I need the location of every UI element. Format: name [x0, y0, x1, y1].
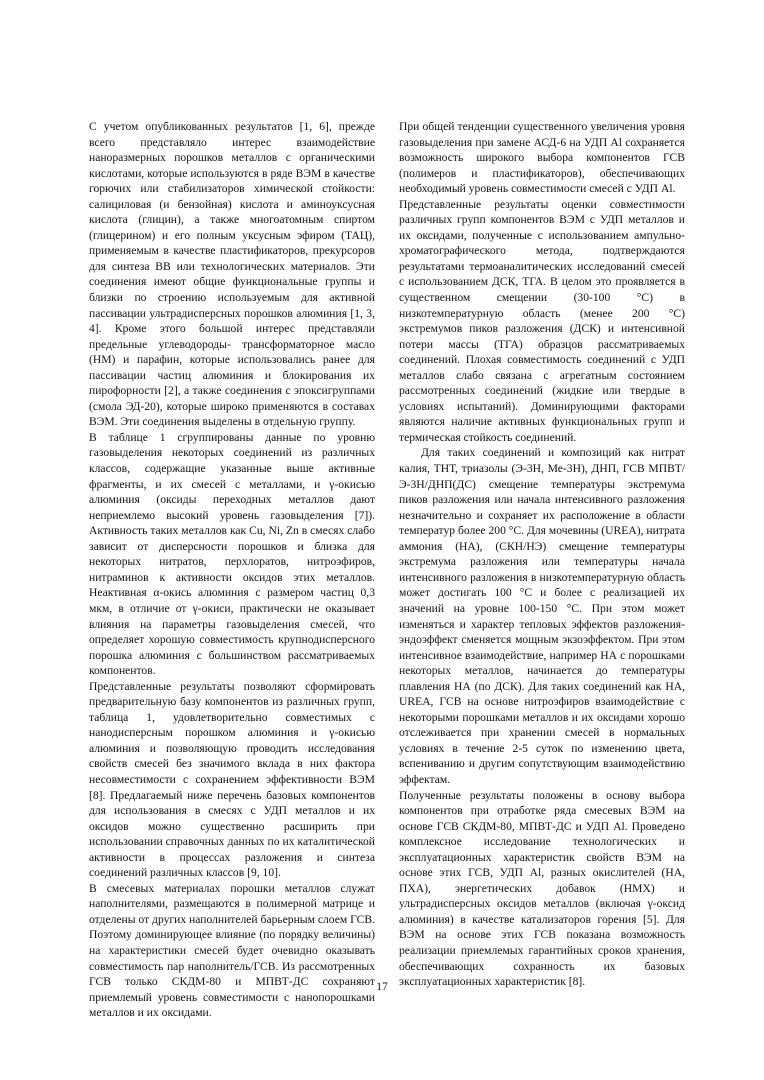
paragraph-left-4: В смесевых материалах порошки металлов служат наполнителями, размещаются в полимерной матрице и отделены от других наполнителей барьерным слоем ГСВ. Поэтому доминирующее влияние (по порядку величины) на характеристики смесей будет очевидно оказывать совместимость пар наполнитель/ГСВ. Из рассмотренных ГСВ только СКДМ-80 и МПВТ-ДС сохраняют приемлемый уровень совместимости с нанопорошками металлов и их оксидами. — [89, 881, 375, 1020]
paragraph-right-3: Для таких соединений и композиций как нитрат калия, ТНТ, триазолы (Э-3Н, Ме-3Н), ДНП, ГСВ МПВТ/Э-3Н/ДНП(ДС) смещение температуры экстремума пиков разложения или начала интенсивного разложения незначительно и сохраняет их расположение в области температур более 200 °С. Для мочевины (UREA), нитрата аммония (НА), (СКН/НЭ) смещение температуры экстремума разложения или температуры начала интенсивного разложения в низкотемпературную область может достигать 100 °С и более с реализацией их значений на уровне 100-150 °С. При этом может изменяться и характер тепловых эффектов разложения- эндоэффект сменяется мощным экзоэффектом. При этом интенсивное взаимодействие, например НА с порошками некоторых металлов, начинается до температуры плавления НА (по ДСК). Для таких соединений как НА, UREA, ГСВ на основе нитроэфиров взаимодействие с некоторыми порошками металлов и их оксидами хорошо отслеживается при хранении смесей в нормальных условиях в течение 2-5 суток по изменению цвета, вспениванию и другим сопутствующим взаимодействию эффектам. — [399, 446, 685, 786]
left-column — [89, 119, 375, 1021]
paragraph-right-1: При общей тенденции существенного увеличения уровня газовыделения при замене АСД-6 на УДП Al сохраняется возможность широкого выбора компонентов ГСВ (полимеров и пластификаторов), обеспечивающих необходимый уровень совместимости смесей с УДП Al. — [399, 120, 685, 196]
right-column — [399, 119, 685, 990]
paragraph-left-2: В таблице 1 сгруппированы данные по уровню газовыделения некоторых соединений из различных классов, содержащие указанные выше активные фрагменты, и их смесей с металлами, и γ-окисью алюминия (оксиды переходных металлов дают неприемлемо высокий уровень газовыделения [7]). Активность таких металлов как Cu, Ni, Zn в смесях слабо зависит от дисперсности порошков и близка для некоторых нитратов, перхлоратов, нитроэфиров, нитраминов к активности оксидов этих металлов. Неактивная α-окись алюминия с размером частиц 0,3 мкм, в отличие от γ-окиси, практически не оказывает влияния на параметры газовыделения смесей, что определяет хорошую совместимость крупнодисперсного порошка алюминия с большинством рассматриваемых компонентов. — [89, 430, 375, 678]
paragraph-left-1: С учетом опубликованных результатов [1, 6], прежде всего представляло интерес взаимодействие наноразмерных порошков металлов с органическими кислотами, которые используются в ряде ВЭМ в качестве горючих или стабилизаторов химической стойкости: салициловая (и бензойная) кислота и аминоуксусная кислота (глицин), а также многоатомным спиртом (глицерином) и его полным уксусным эфиром (ТАЦ), применяемым в качестве пластификаторов, прекурсоров для синтеза ВВ или технологических материалов. Эти соединения имеют общие функциональные группы и близки по строению используемым для активной пассивации ультрадисперсных порошков алюминия [1, 3, 4]. Кроме этого большой интерес представляли предельные углеводороды- трансформаторное масло (НМ) и парафин, которые использовались ранее для пассивации частиц алюминия и блокирования их пирофорности [2], а также соединения с эпоксигруппами (смола ЭД-20), которые широко применяются в составах ВЭМ. Эти соединения выделены в отдельную группу. — [89, 120, 375, 429]
paragraph-left-3: Представленные результаты позволяют сформировать предварительную базу компонентов из различных групп, таблица 1, удовлетворительно совместимых с нанодисперсным порошком алюминия и γ-окисью алюминия и позволяющую проводить исследования свойств смесей без значимого вклада в них фактора несовместимости с сохранением эффективности ВЭМ [8]. Предлагаемый ниже перечень базовых компонентов для использования в смесях с УДП металлов и их оксидов можно существенно расширить при использовании справочных данных по их каталитической активности в процессах разложения и синтеза соединений различных классов [9, 10]. — [89, 679, 375, 880]
paragraph-right-2: Представленные результаты оценки совместимости различных групп компонентов ВЭМ с УДП металлов и их оксидами, полученные с использованием ампульно-хроматографического метода, подтверждаются результатами термоаналитических исследований смесей с использованием ДСК, ТГА. В целом это проявляется в существенном смещении (30-100 °С) в низкотемпературную область (менее 200 °С) экстремумов пиков разложения (ДСК) и интенсивной потери массы (ТГА) образцов рассматриваемых соединений. Плохая совместимость соединений с УДП металлов слабо связана с агрегатным состоянием рассмотренных соединений (жидкие или твердые в условиях испытаний). Доминирующими факторами являются наличие активных функциональных групп и термическая стойкость соединений. — [399, 197, 685, 444]
page-number: 17 — [376, 980, 388, 993]
paragraph-right-4: Полученные результаты положены в основу выбора компонентов при отработке ряда смесевых ВЭМ на основе ГСВ СКДМ-80, МПВТ-ДС и УДП Al. Проведено комплексное исследование технологических и эксплуатационных характеристик свойств ВЭМ на основе этих ГСВ, УДП Al, разных окислителей (НА, ПХА), энергетических добавок (НМХ) и ультрадисперсных оксидов металлов (включая γ-оксид алюминия) в качестве катализаторов горения [5]. Для ВЭМ на основе этих ГСВ показана возможность реализации приемлемых гарантийных сроков хранения, обеспечивающих сохранность их базовых эксплуатационных характеристик [8]. — [399, 788, 685, 989]
